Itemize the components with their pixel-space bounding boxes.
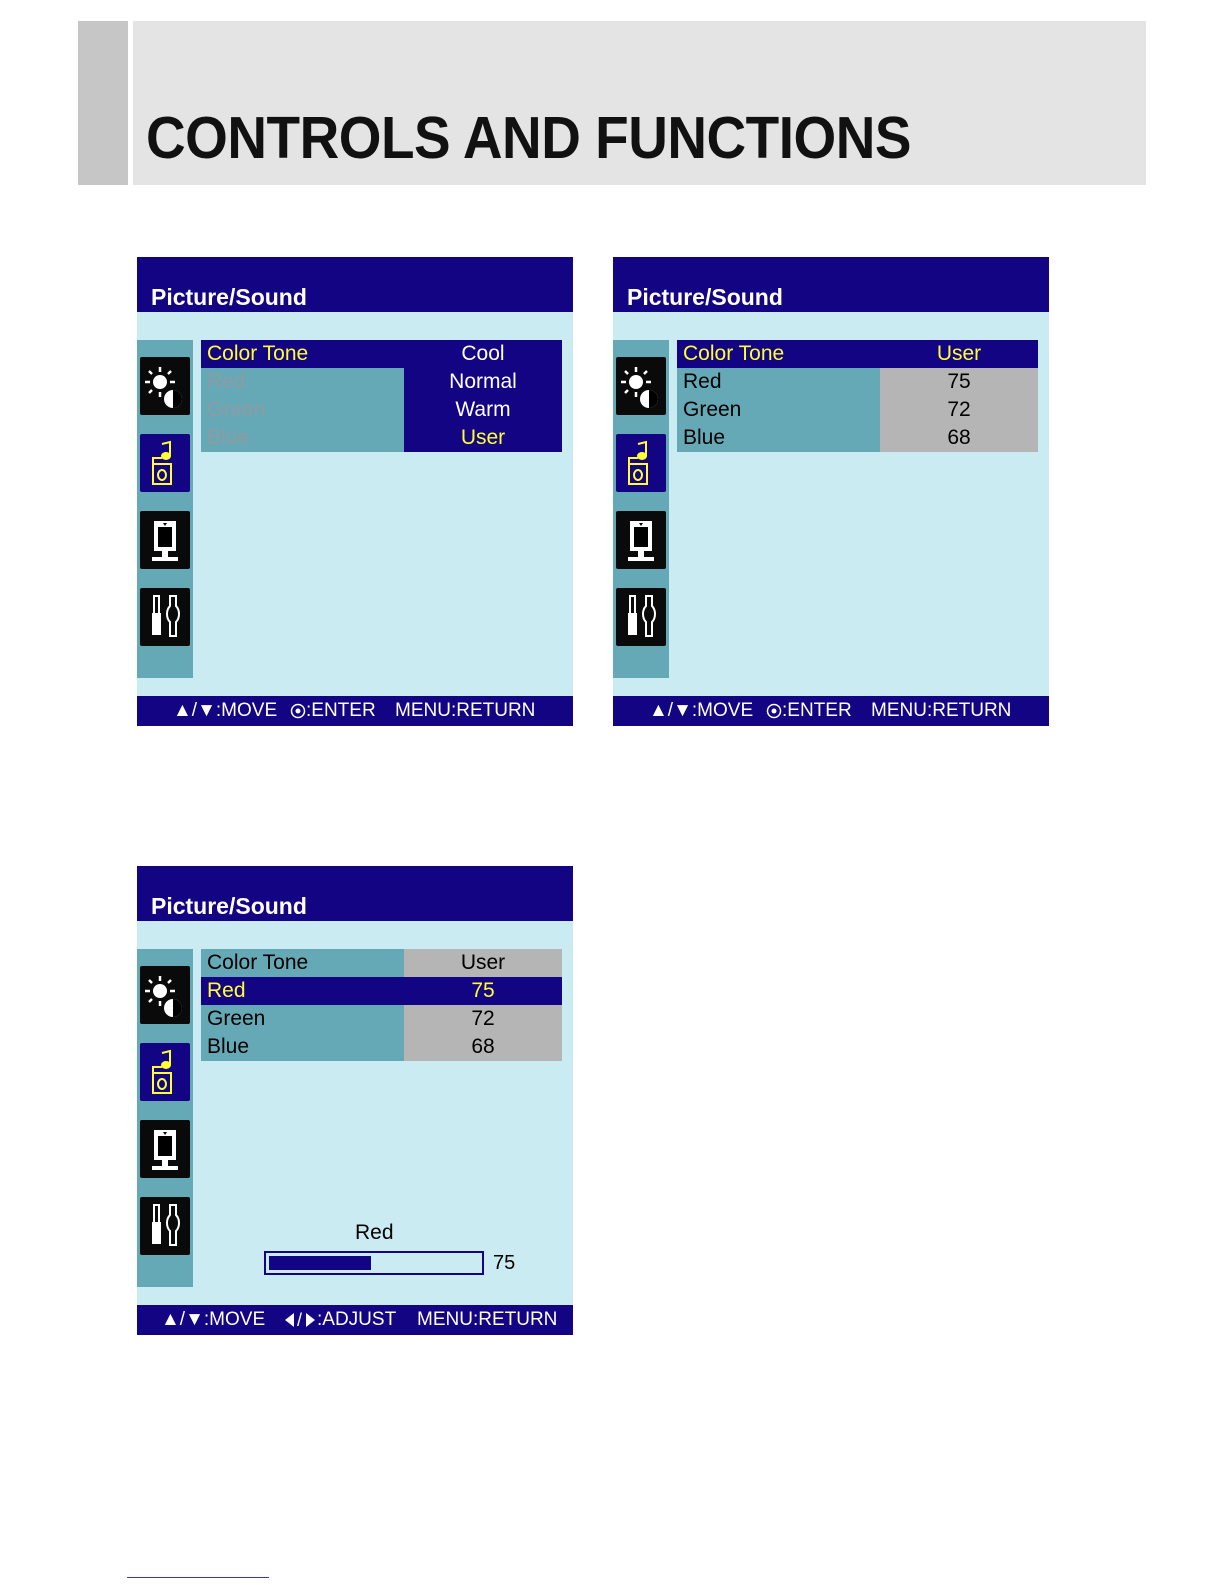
osd-footer xyxy=(137,696,573,726)
footer-return-hint: MENU:RETURN xyxy=(395,700,536,721)
menu-row-green xyxy=(201,396,562,424)
screen-display-icon[interactable] xyxy=(616,511,666,569)
dropdown-option-warm[interactable]: Warm xyxy=(404,396,562,424)
footer-move-hint: ▲/▼:MOVE xyxy=(161,1309,266,1330)
menu-value-red: 75 xyxy=(880,368,1038,396)
dropdown-option-cool[interactable]: Cool xyxy=(404,340,562,368)
picture-brightness-icon[interactable] xyxy=(616,357,666,415)
menu-value-green: 72 xyxy=(404,1005,562,1033)
menu-label-red: Red xyxy=(677,368,880,396)
picture-brightness-icon[interactable] xyxy=(140,966,190,1024)
menu-row-blue[interactable] xyxy=(201,1033,562,1061)
color-tone-menu xyxy=(201,949,562,1061)
svg-text:/: / xyxy=(297,1310,303,1330)
menu-label-red: Red xyxy=(201,977,404,1005)
menu-category-column xyxy=(137,340,193,678)
menu-label-blue: Blue xyxy=(677,424,880,452)
menu-row-green[interactable] xyxy=(201,1005,562,1033)
tools-setup-icon[interactable] xyxy=(616,588,666,646)
page-footer-rule xyxy=(127,1577,269,1578)
osd-panel-color-tone-dropdown xyxy=(137,257,573,726)
menu-label-blue: Blue xyxy=(201,424,404,452)
dropdown-option-normal[interactable]: Normal xyxy=(404,368,562,396)
menu-row-color-tone[interactable] xyxy=(677,340,1038,368)
menu-row-green[interactable] xyxy=(677,396,1038,424)
menu-value-color-tone: User xyxy=(404,949,562,977)
menu-label-blue: Blue xyxy=(201,1033,404,1061)
menu-row-blue xyxy=(201,424,562,452)
osd-title: Picture/Sound xyxy=(627,284,783,310)
sound-note-icon[interactable] xyxy=(140,1043,190,1101)
footer-enter-hint: :ENTER xyxy=(306,700,376,721)
color-tone-menu xyxy=(677,340,1038,452)
tools-setup-icon[interactable] xyxy=(140,1197,190,1255)
osd-title-bar xyxy=(137,257,573,312)
menu-row-red[interactable] xyxy=(677,368,1038,396)
osd-title: Picture/Sound xyxy=(151,284,307,310)
menu-label-green: Green xyxy=(201,396,404,424)
enter-button-icon xyxy=(766,696,782,736)
red-level-slider[interactable] xyxy=(264,1251,484,1275)
slider-label: Red xyxy=(355,1221,394,1244)
menu-category-column xyxy=(137,949,193,1287)
footer-move-hint: ▲/▼:MOVE xyxy=(173,700,278,721)
left-right-arrows-icon xyxy=(282,1305,322,1345)
menu-value-blue: 68 xyxy=(880,424,1038,452)
slider-value: 75 xyxy=(493,1252,516,1274)
menu-row-red[interactable] xyxy=(201,977,562,1005)
sound-note-icon[interactable] xyxy=(616,434,666,492)
menu-value-green: 72 xyxy=(880,396,1038,424)
menu-row-blue[interactable] xyxy=(677,424,1038,452)
menu-label-green: Green xyxy=(201,1005,404,1033)
color-tone-menu xyxy=(201,340,562,452)
footer-return-hint: MENU:RETURN xyxy=(417,1309,558,1330)
header-accent-bar xyxy=(78,21,128,185)
osd-footer xyxy=(137,1305,573,1335)
slider-fill xyxy=(269,1256,371,1270)
page-title: CONTROLS AND FUNCTIONS xyxy=(146,105,912,171)
osd-title-bar xyxy=(613,257,1049,312)
enter-button-icon xyxy=(290,696,306,736)
menu-row-color-tone[interactable] xyxy=(201,949,562,977)
osd-panel-color-tone-user xyxy=(613,257,1049,726)
footer-enter-hint: :ENTER xyxy=(782,700,852,721)
screen-display-icon[interactable] xyxy=(140,511,190,569)
footer-move-hint: ▲/▼:MOVE xyxy=(649,700,754,721)
menu-value-blue: 68 xyxy=(404,1033,562,1061)
menu-value-red: 75 xyxy=(404,977,562,1005)
footer-return-hint: MENU:RETURN xyxy=(871,700,1012,721)
osd-footer xyxy=(613,696,1049,726)
sound-note-icon[interactable] xyxy=(140,434,190,492)
picture-brightness-icon[interactable] xyxy=(140,357,190,415)
menu-label-red: Red xyxy=(201,368,404,396)
menu-row-red xyxy=(201,368,562,396)
osd-title: Picture/Sound xyxy=(151,893,307,919)
footer-adjust-hint: :ADJUST xyxy=(317,1309,397,1330)
menu-value-color-tone: User xyxy=(880,340,1038,368)
menu-row-color-tone[interactable] xyxy=(201,340,562,368)
dropdown-option-user[interactable]: User xyxy=(404,424,562,452)
tools-setup-icon[interactable] xyxy=(140,588,190,646)
page-header xyxy=(78,21,1146,185)
osd-title-bar xyxy=(137,866,573,921)
menu-label-color-tone: Color Tone xyxy=(677,340,880,368)
menu-label-green: Green xyxy=(677,396,880,424)
menu-label-color-tone: Color Tone xyxy=(201,949,404,977)
screen-display-icon[interactable] xyxy=(140,1120,190,1178)
osd-panel-red-adjust xyxy=(137,866,573,1335)
menu-category-column xyxy=(613,340,669,678)
menu-label-color-tone: Color Tone xyxy=(201,340,404,368)
